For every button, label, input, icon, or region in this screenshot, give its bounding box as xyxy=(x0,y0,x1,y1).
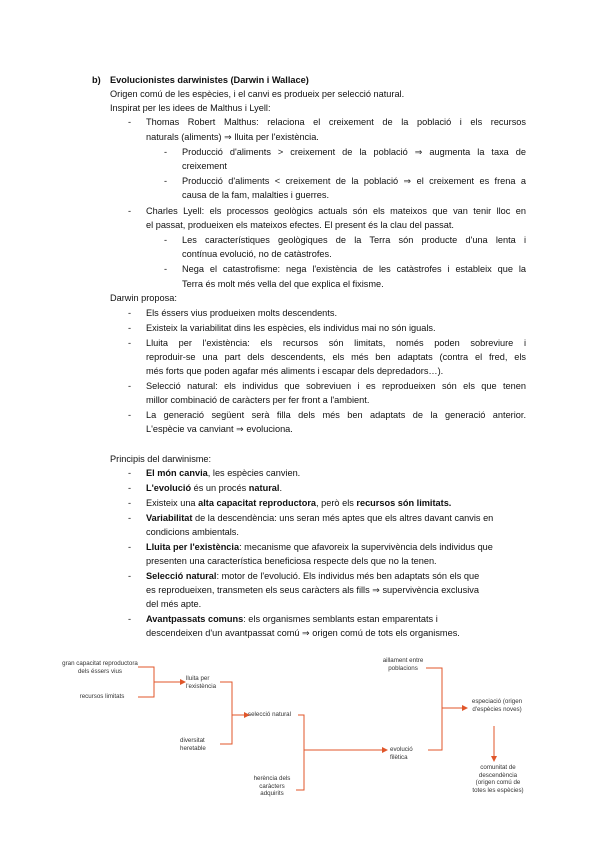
lyell-sub2-line-1: Nega el catastrofisme: nega l'existència de les catàstrofes i estableix que la xyxy=(182,264,526,274)
principle-7-bold: Avantpassats comuns xyxy=(146,614,244,624)
connector-b3-b5 xyxy=(220,682,232,744)
dash-bullet: - xyxy=(128,542,132,552)
principle-2-mid: és un procés xyxy=(191,483,249,493)
principle-5-rest: : mecanisme que afavoreix la supervivència dels individus que xyxy=(239,542,493,552)
darwin-point-2: Existeix la variabilitat dins les espècies, els individus mai no són iguals. xyxy=(146,323,436,333)
dash-bullet: - xyxy=(128,483,132,493)
dash-bullet: - xyxy=(128,410,132,420)
darwin-heading: Darwin proposa: xyxy=(110,293,177,303)
box-comunitat: comunitat de descendència (origen comú de totes les espècies) xyxy=(472,764,524,794)
principle-1-bold: El món canvia xyxy=(146,468,208,478)
darwin-point-3-line-3: més forts que poden agafar més aliments i escapar dels depredadors…). xyxy=(146,366,444,376)
dash-bullet: - xyxy=(164,176,168,186)
box-seleccio-natural: selecció natural xyxy=(248,711,291,718)
malthus-sub1-line-1: Producció d'aliments > creixement de la població ⇒ augmenta la taxa de xyxy=(182,147,526,157)
principle-6-rest: : motor de l'evolució. Els individus més ben adaptats són els que xyxy=(216,571,480,581)
box-recursos-limitats: recursos limitats xyxy=(79,693,125,700)
box-aillament: aillament entre poblacions xyxy=(382,657,424,672)
darwin-point-5-line-2: L'espècie va canviant ⇒ evoluciona. xyxy=(146,424,293,434)
principle-3-pre: Existeix una xyxy=(146,498,199,508)
darwinism-diagram xyxy=(62,650,542,820)
dash-bullet: - xyxy=(128,381,132,391)
dash-bullet: - xyxy=(164,264,168,274)
connector-b1-b2 xyxy=(138,667,154,697)
malthus-sub2-line-2: causa de la fam, malalties i guerres. xyxy=(182,190,330,200)
connector-b4-b6 xyxy=(296,715,304,790)
dash-bullet: - xyxy=(128,206,132,216)
principle-2-bold: L'evolució xyxy=(146,483,192,493)
principle-7-line-1 xyxy=(146,613,438,625)
malthus-sub2-line-1: Producció d'aliments < creixement de la població ⇒ el creixement es frena a xyxy=(182,176,526,186)
principle-4-line-1 xyxy=(146,512,493,524)
principle-4-bold: Variabilitat xyxy=(146,513,193,523)
lyell-line-2: el passat, produeixen els mateixos efectes. El present és la clau del passat. xyxy=(146,220,454,230)
malthus-line-2: naturals (aliments) ⇒ lluita per l'existència. xyxy=(146,132,319,142)
principle-6-line-2: es reprodueixen, transmeten els seus caràcters als fills ⇒ supervivència exclusiva xyxy=(146,585,479,595)
dash-bullet: - xyxy=(128,468,132,478)
principle-2-end: . xyxy=(279,483,282,493)
dash-bullet: - xyxy=(164,235,168,245)
principle-3-bold: alta capacitat reproductora xyxy=(198,498,317,508)
principle-3-bold-2: recursos són limitats. xyxy=(356,498,452,508)
inspired-text: Inspirat per les idees de Malthus i Lyell: xyxy=(110,103,271,113)
lyell-sub1-line-1: Les característiques geològiques de la Terra són producte d'una lenta i xyxy=(182,235,526,245)
principle-4-rest: de la descendència: uns seran més aptes que els altres davant canvis en xyxy=(192,513,494,523)
principle-6-line-3: del més apte. xyxy=(146,599,202,609)
darwin-point-3-line-1: Lluita per l'existència: els recursos són limitats, només poden sobreviure i xyxy=(146,338,526,348)
principle-7-line-2: descendeixen d'un avantpassat comú ⇒ origen comú de tots els organismes. xyxy=(146,628,460,638)
darwin-point-5-line-1: La generació següent serà filla dels més ben adaptats de la generació anterior. xyxy=(146,410,526,420)
darwin-point-1: Els éssers vius produeixen molts descendents. xyxy=(146,308,337,318)
principles-heading: Principis del darwinisme: xyxy=(110,454,212,464)
principle-1 xyxy=(146,467,300,479)
darwin-point-4-line-1: Selecció natural: els individus que sobreviuen i es reprodueixen són els que tenen xyxy=(146,381,526,391)
dash-bullet: - xyxy=(128,308,132,318)
dash-bullet: - xyxy=(128,614,132,624)
malthus-sub1-line-2: creixement xyxy=(182,161,227,171)
box-herencia: herència dels caràcters adquirits xyxy=(253,775,291,797)
dash-bullet: - xyxy=(128,338,132,348)
principle-2 xyxy=(146,482,282,494)
principle-6-bold: Selecció natural xyxy=(146,571,217,581)
section-title: Evolucionistes darwinistes (Darwin i Wallace) xyxy=(110,75,309,85)
principle-1-rest: , les espècies canvien. xyxy=(207,468,301,478)
principle-5-line-2: presenten una característica beneficiosa respecte dels que no la tenen. xyxy=(146,556,437,566)
malthus-line-1: Thomas Robert Malthus: relaciona el creixement de la població i els recursos xyxy=(146,117,526,127)
lyell-line-1: Charles Lyell: els processos geològics actuals són els mateixos que van tenir lloc en xyxy=(146,206,526,216)
principle-5-line-1 xyxy=(146,541,493,553)
principle-2-bold-2: natural xyxy=(248,483,280,493)
lyell-sub1-line-2: contínua evolució, no de catàstrofes. xyxy=(182,249,332,259)
darwin-point-3-line-2: reproduir-se una part dels descendents, els més ben adaptats (contra el fred, els xyxy=(146,352,526,362)
arrowhead xyxy=(491,756,497,762)
connector-b7-b8 xyxy=(426,668,442,750)
box-especiacio: especiació (origen d'espècies noves) xyxy=(471,698,523,713)
principle-7-rest: : els organismes semblants estan emparentats i xyxy=(243,614,438,624)
dash-bullet: - xyxy=(128,323,132,333)
box-evolucio-filetica: evolució filètica xyxy=(390,746,413,761)
dash-bullet: - xyxy=(128,571,132,581)
dash-bullet: - xyxy=(128,498,132,508)
principle-3-mid: , però els xyxy=(316,498,357,508)
lyell-sub2-line-2: Terra és molt més vella del que explica el fixisme. xyxy=(182,279,384,289)
intro-text: Origen comú de les espècies, i el canvi es produeix per selecció natural. xyxy=(110,89,405,99)
box-diversitat-heretable: diversitat heretable xyxy=(180,737,206,752)
box-gran-capacitat: gran capacitat reproductora dels éssers vius xyxy=(62,660,138,675)
principle-3 xyxy=(146,497,451,509)
dash-bullet: - xyxy=(164,147,168,157)
diagram-connectors xyxy=(62,650,542,820)
darwin-point-4-line-2: millor combinació de caràcters per fer front a l'ambient. xyxy=(146,395,370,405)
dash-bullet: - xyxy=(128,117,132,127)
principle-6-line-1 xyxy=(146,570,479,582)
principle-4-line-2: condicions ambientals. xyxy=(146,527,239,537)
arrowhead xyxy=(382,747,388,753)
principle-5-bold: Lluita per l'existència xyxy=(146,542,240,552)
box-lluita: lluita per l'existència xyxy=(186,675,217,690)
section-marker: b) xyxy=(92,75,101,85)
dash-bullet: - xyxy=(128,513,132,523)
